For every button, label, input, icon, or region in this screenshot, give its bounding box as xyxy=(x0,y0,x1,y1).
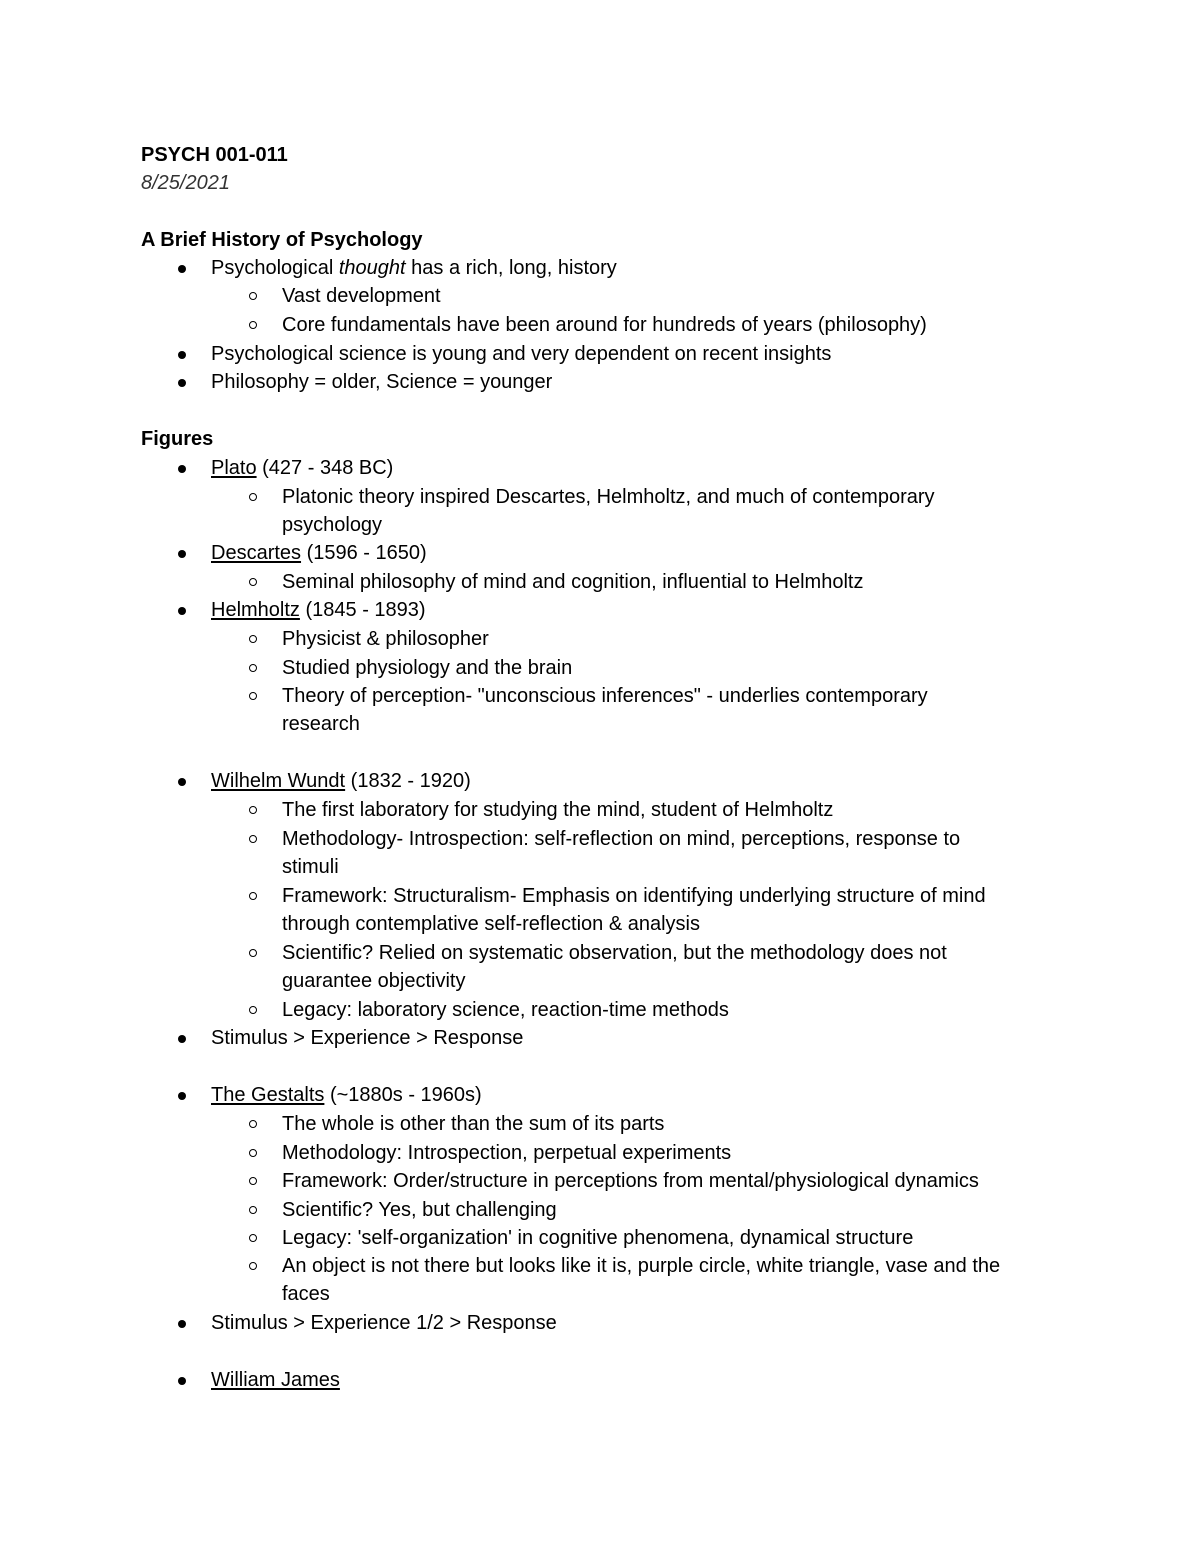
list-item-continued: guarantee objectivity xyxy=(282,970,466,992)
list-item: Stimulus > Experience > Response xyxy=(211,1027,524,1049)
list-item: An object is not there but looks like it is, purple circle, white triangle, vase and the xyxy=(282,1255,1001,1277)
sub-bullet-icon xyxy=(249,1262,257,1270)
sub-bullet-icon xyxy=(249,321,257,329)
figure-name: Wilhelm Wundt xyxy=(211,770,346,792)
sub-bullet-icon xyxy=(249,1177,257,1185)
sub-bullet-icon xyxy=(249,1206,257,1214)
sub-bullet-icon xyxy=(249,578,257,586)
list-item: Theory of perception- "unconscious inferences" - underlies contemporary xyxy=(282,685,928,707)
list-item: Core fundamentals have been around for hundreds of years (philosophy) xyxy=(282,314,927,336)
bullet-icon xyxy=(178,1320,186,1328)
sub-bullet-icon xyxy=(249,892,257,900)
sub-bullet-icon xyxy=(249,292,257,300)
list-item: Seminal philosophy of mind and cognition, influential to Helmholtz xyxy=(282,571,864,593)
sub-bullet-icon xyxy=(249,1120,257,1128)
sub-bullet-icon xyxy=(249,692,257,700)
list-item: Scientific? Yes, but challenging xyxy=(282,1199,557,1221)
bullet-icon xyxy=(178,379,186,387)
list-item-descartes: Descartes (1596 - 1650) xyxy=(211,542,427,564)
bullet-icon xyxy=(178,778,186,786)
sub-bullet-icon xyxy=(249,1006,257,1014)
list-item: Stimulus > Experience 1/2 > Response xyxy=(211,1312,557,1334)
sub-bullet-icon xyxy=(249,835,257,843)
figure-name: Plato xyxy=(211,457,257,479)
list-item: Vast development xyxy=(282,285,441,307)
list-item: Studied physiology and the brain xyxy=(282,657,573,679)
list-item: Psychological science is young and very dependent on recent insights xyxy=(211,343,832,365)
list-item: Methodology- Introspection: self-reflection on mind, perceptions, response to xyxy=(282,828,961,850)
sub-bullet-icon xyxy=(249,806,257,814)
list-item: Legacy: 'self-organization' in cognitive phenomena, dynamical structure xyxy=(282,1227,914,1249)
list-item: Methodology: Introspection, perpetual experiments xyxy=(282,1142,732,1164)
bullet-icon xyxy=(178,550,186,558)
figure-name: Descartes xyxy=(211,542,302,564)
list-item: Legacy: laboratory science, reaction-time methods xyxy=(282,999,729,1021)
figure-name: The Gestalts xyxy=(211,1084,325,1106)
list-item: Physicist & philosopher xyxy=(282,628,489,650)
bullet-icon xyxy=(178,1377,186,1385)
list-item-continued: research xyxy=(282,713,360,735)
list-item-continued: psychology xyxy=(282,514,383,536)
list-item: Scientific? Relied on systematic observation, but the methodology does not xyxy=(282,942,947,964)
sub-bullet-icon xyxy=(249,664,257,672)
bullet-icon xyxy=(178,1092,186,1100)
figure-name: Helmholtz xyxy=(211,599,300,621)
list-item: Framework: Structuralism- Emphasis on identifying underlying structure of mind xyxy=(282,885,986,907)
list-item: Framework: Order/structure in perceptions from mental/physiological dynamics xyxy=(282,1170,979,1192)
course-title: PSYCH 001-011 xyxy=(141,144,288,166)
bullet-icon xyxy=(178,1035,186,1043)
note-date: 8/25/2021 xyxy=(141,172,230,194)
figure-name: William James xyxy=(211,1369,340,1391)
bullet-icon xyxy=(178,465,186,473)
list-item: Philosophy = older, Science = younger xyxy=(211,371,553,393)
list-item: Psychological thought has a rich, long, history xyxy=(211,257,617,279)
list-item-continued: through contemplative self-reflection & analysis xyxy=(282,913,700,935)
bullet-icon xyxy=(178,351,186,359)
list-item-continued: stimuli xyxy=(282,856,339,878)
list-item: The first laboratory for studying the mind, student of Helmholtz xyxy=(282,799,834,821)
list-item: The whole is other than the sum of its parts xyxy=(282,1113,665,1135)
sub-bullet-icon xyxy=(249,949,257,957)
bullet-icon xyxy=(178,265,186,273)
sub-bullet-icon xyxy=(249,493,257,501)
section-heading-history: A Brief History of Psychology xyxy=(141,229,423,251)
list-item-james xyxy=(211,1366,340,1394)
list-item-helmholtz: Helmholtz (1845 - 1893) xyxy=(211,599,426,621)
bullet-icon xyxy=(178,607,186,615)
section-heading-figures: Figures xyxy=(141,428,214,450)
list-item: Platonic theory inspired Descartes, Helmholtz, and much of contemporary xyxy=(282,486,935,508)
sub-bullet-icon xyxy=(249,635,257,643)
sub-bullet-icon xyxy=(249,1149,257,1157)
list-item-gestalts: The Gestalts (~1880s - 1960s) xyxy=(211,1084,482,1106)
list-item-plato: Plato (427 - 348 BC) xyxy=(211,457,394,479)
list-item-continued: faces xyxy=(282,1283,330,1305)
list-item-wundt: Wilhelm Wundt (1832 - 1920) xyxy=(211,770,471,792)
sub-bullet-icon xyxy=(249,1234,257,1242)
